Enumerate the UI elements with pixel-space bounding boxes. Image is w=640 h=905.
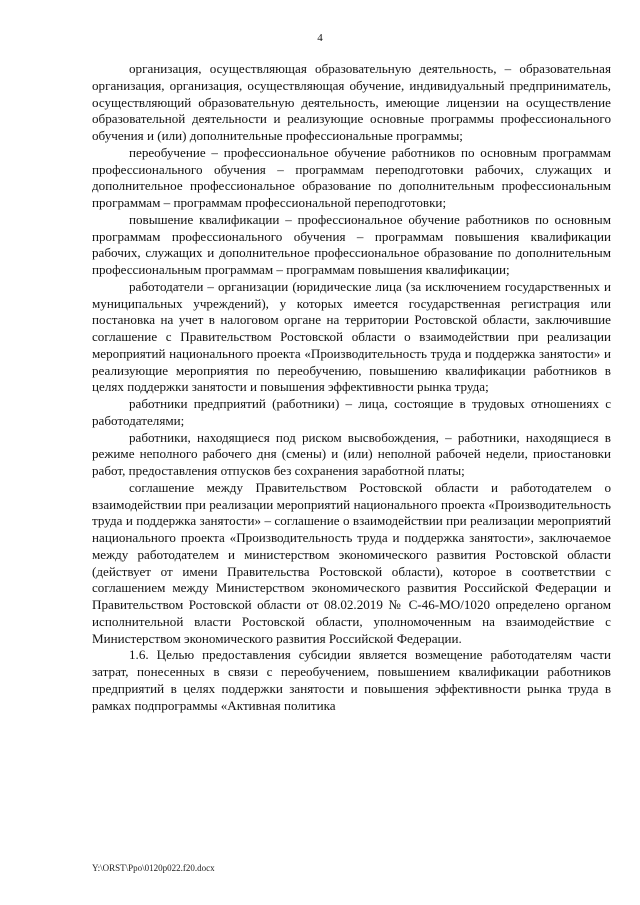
paragraph-retraining: переобучение – профессиональное обучение работников по основным программам профессионального обучения – программам переподготовки рабочих, служащих и дополнительное профессиональное образование по дополнительным профессиональным программам – программам профессиональной переподготовки; — [92, 144, 611, 210]
paragraph-agreement: соглашение между Правительством Ростовской области и работодателем о взаимодействии при реализации мероприятий национального проекта «Производительность труда и поддержка занятости» – соглашение о взаимодействии при реализации мероприятий национального проекта «Производительность труда и поддержка занятости», заключаемое между работодателем и министерством экономического развития Ростовской области (действует от имени Правительства Ростовской области), которое в соответствии с соглашением между Министерством экономического развития Российской Федерации и Правительством Ростовской области от 08.02.2019 № С-46-МО/1020 определено органом исполнительной власти Ростовской области, уполномоченным на взаимодействие с Министерством экономического развития Российской Федерации. — [92, 479, 611, 646]
footer-file-path: Y:\ORST\Ppo\0120p022.f20.docx — [92, 863, 215, 873]
document-body — [92, 61, 611, 714]
paragraph-education-org: организация, осуществляющая образовательную деятельность, – образовательная организация, организация, осуществляющая обучение, индивидуальный предприниматель, осуществляющий образовательную деятельность, имеющие лицензии на осуществление образовательной деятельности и реализующие основные программы профессионального обучения и (или) дополнительные профессиональные программы; — [92, 61, 611, 143]
page-number: 4 — [317, 32, 323, 44]
paragraph-workers-at-risk: работники, находящиеся под риском высвобождения, – работники, находящиеся в режиме неполного рабочего дня (смены) и (или) неполной рабочей недели, приостановки работ, предоставления отпусков без сохранения заработной платы; — [92, 429, 611, 478]
paragraph-subsidy-purpose: 1.6. Целью предоставления субсидии является возмещение работодателям части затрат, понесенных в связи с переобучением, повышением квалификации работников предприятий в целях поддержки занятости и повышения эффективности рынка труда в рамках подпрограммы «Активная политика — [92, 647, 611, 713]
paragraph-employers: работодатели – организации (юридические лица (за исключением государственных и муниципальных учреждений), у которых имеется государственная регистрация или постановка на учет в налоговом органе на территории Ростовской области, заключившие соглашение с Правительством Ростовской области о взаимодействии при реализации мероприятий национального проекта «Производительность труда и поддержка занятости» и реализующие мероприятия по переобучению, повышению квалификации работников в целях поддержки занятости и повышения эффективности рынка труда; — [92, 278, 611, 395]
paragraph-qualification: повышение квалификации – профессиональное обучение работников по основным программам профессионального обучения – программам повышения квалификации рабочих, служащих и дополнительное профессиональное образование по дополнительным профессиональным программам – программам повышения квалификации; — [92, 211, 611, 277]
paragraph-workers: работники предприятий (работники) – лица, состоящие в трудовых отношениях с работодателями; — [92, 396, 611, 428]
